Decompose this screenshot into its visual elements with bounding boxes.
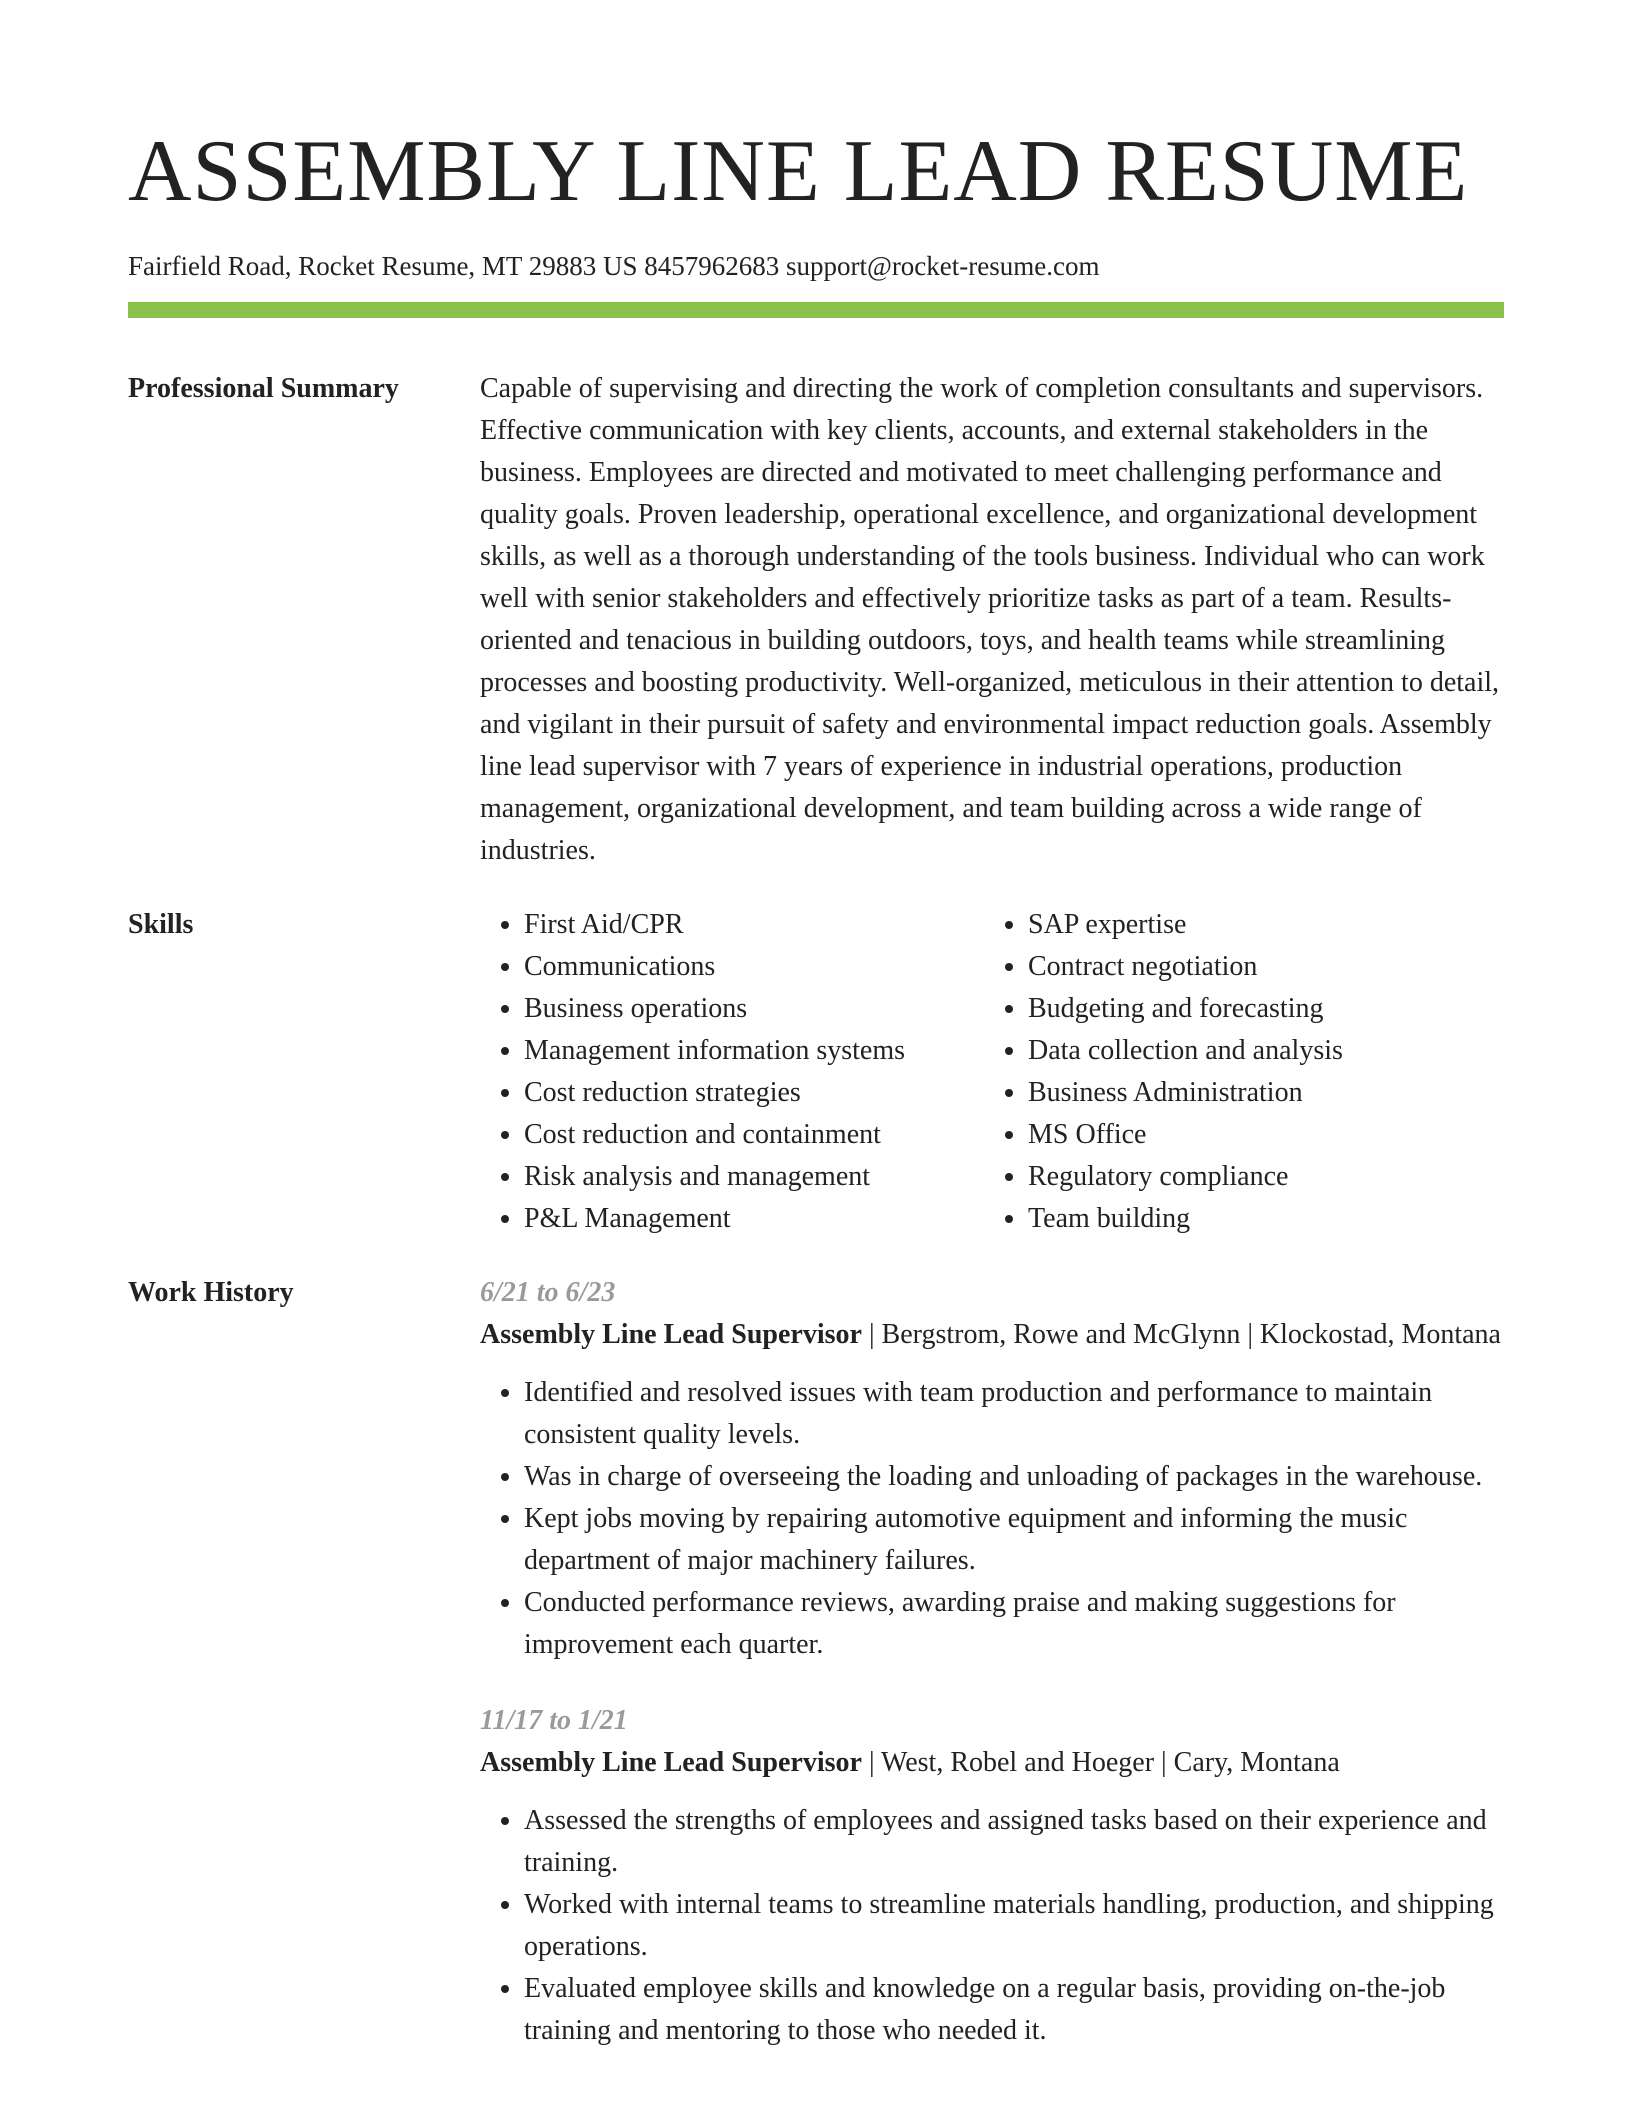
- job-responsibilities: [480, 1372, 1504, 1666]
- job-responsibilities: [480, 1800, 1504, 2052]
- skill-item: • Risk analysis and management: [524, 1156, 984, 1198]
- job-entry: [480, 1700, 1504, 2052]
- responsibility-item: • Evaluated employee skills and knowledge on a regular basis, providing on-the-job training and mentoring to those who needed it.: [524, 1968, 1504, 2052]
- resume-page: [128, 0, 1504, 2086]
- responsibility-item: • Kept jobs moving by repairing automotive equipment and informing the music department of major machinery failures.: [524, 1498, 1504, 1582]
- skill-item: • Cost reduction strategies: [524, 1072, 984, 1114]
- section-heading-skills: Skills: [128, 909, 194, 941]
- job-title: Assembly Line Lead Supervisor: [480, 1747, 862, 1779]
- professional-summary-section: [128, 368, 1504, 872]
- skills-column-1: [480, 904, 984, 1240]
- skills-column-2: [984, 904, 1504, 1240]
- job-employer-location: | Bergstrom, Rowe and McGlynn | Klockostad, Montana: [861, 1319, 1501, 1351]
- skill-item: • P&L Management: [524, 1198, 984, 1240]
- skill-item: • First Aid/CPR: [524, 904, 984, 946]
- job-employer-location: | West, Robel and Hoeger | Cary, Montana: [861, 1747, 1340, 1779]
- skill-item: • MS Office: [1028, 1114, 1504, 1156]
- skill-item: • Budgeting and forecasting: [1028, 988, 1504, 1030]
- skill-item: • Management information systems: [524, 1030, 984, 1072]
- job-entry: [480, 1272, 1504, 1666]
- responsibility-item: • Assessed the strengths of employees and assigned tasks based on their experience and training.: [524, 1800, 1504, 1884]
- job-title: Assembly Line Lead Supervisor: [480, 1319, 862, 1351]
- resume-title: ASSEMBLY LINE LEAD RESUME: [128, 123, 1469, 220]
- work-history-body: [480, 1272, 1504, 2086]
- skills-body: [480, 904, 1504, 1240]
- section-heading-summary: Professional Summary: [128, 373, 399, 405]
- responsibility-item: • Identified and resolved issues with team production and performance to maintain consistent quality levels.: [524, 1372, 1504, 1456]
- job-dates: 11/17 to 1/21: [480, 1705, 628, 1737]
- skill-item: • Business Administration: [1028, 1072, 1504, 1114]
- summary-text: Capable of supervising and directing the work of completion consultants and supervisors. Effective communication with key clients, accounts, and external stakeholders in the business. Employees are directed and motivated to meet challenging performance and quality goals. Proven leadership, operational excellence, and organizational development skills, as well as a thorough understanding of the tools business. Individual who can work well with senior stakeholders and effectively prioritize tasks as part of a team. Results-oriented and tenacious in building outdoors, toys, and health teams while streamlining processes and boosting productivity. Well-organized, meticulous in their attention to detail, and vigilant in their pursuit of safety and environmental impact reduction goals. Assembly line lead supervisor with 7 years of experience in industrial operations, production management, organizational development, and team building across a wide range of industries.: [480, 373, 1500, 867]
- job-heading: [480, 1314, 1504, 1356]
- skill-item: • Cost reduction and containment: [524, 1114, 984, 1156]
- job-dates: 6/21 to 6/23: [480, 1277, 616, 1309]
- skill-item: • Regulatory compliance: [1028, 1156, 1504, 1198]
- contact-info: Fairfield Road, Rocket Resume, MT 29883 US 8457962683 support@rocket-resume.com: [128, 251, 1100, 281]
- skill-item: • Contract negotiation: [1028, 946, 1504, 988]
- section-heading-work-history: Work History: [128, 1277, 294, 1309]
- skill-item: • Team building: [1028, 1198, 1504, 1240]
- responsibility-item: • Was in charge of overseeing the loading and unloading of packages in the warehouse.: [524, 1456, 1504, 1498]
- skill-item: • Communications: [524, 946, 984, 988]
- skill-item: • Business operations: [524, 988, 984, 1030]
- skill-item: • SAP expertise: [1028, 904, 1504, 946]
- skills-grid: [480, 904, 1504, 1240]
- skill-item: • Data collection and analysis: [1028, 1030, 1504, 1072]
- responsibility-item: • Worked with internal teams to streamline materials handling, production, and shipping operations.: [524, 1884, 1504, 1968]
- skills-section: [128, 904, 1504, 1240]
- accent-divider: [128, 302, 1504, 318]
- responsibility-item: • Conducted performance reviews, awarding praise and making suggestions for improvement each quarter.: [524, 1582, 1504, 1666]
- work-history-section: [128, 1272, 1504, 2086]
- job-heading: [480, 1742, 1504, 1784]
